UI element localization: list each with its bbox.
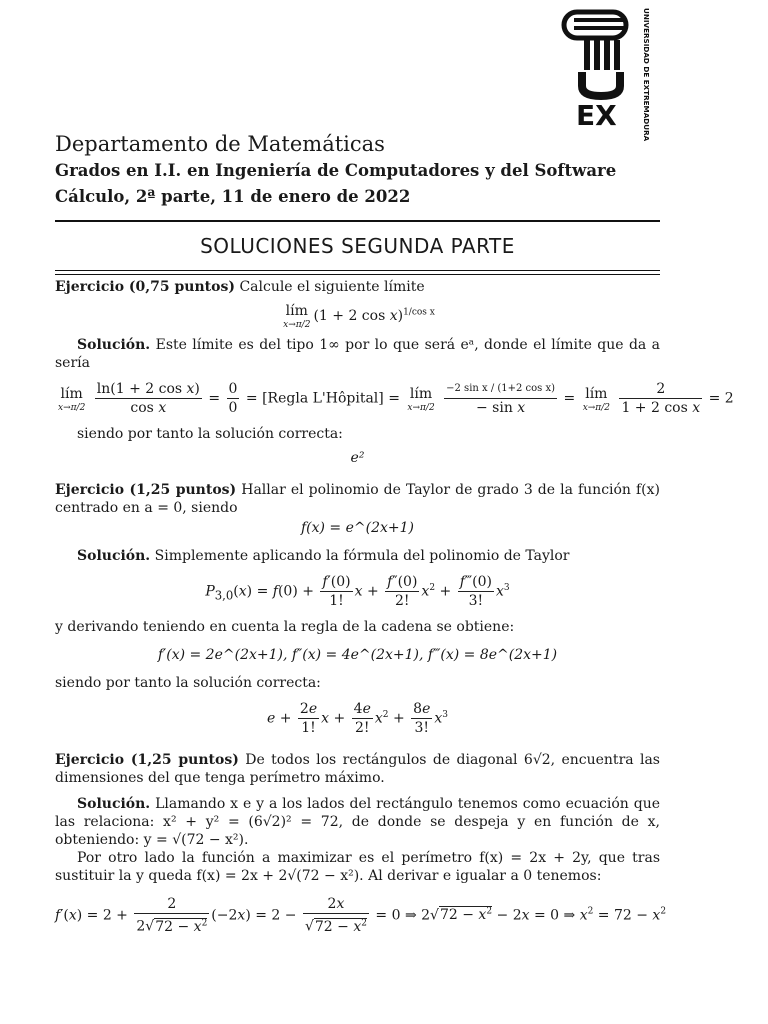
document-body [55, 278, 734, 946]
ex1-limit-expression: lím x→π/2 (1 + 2 cos x)$^{1/cos x}$ [283, 303, 435, 330]
university-logo [562, 6, 651, 142]
degree-line: Grados en I.I. en Ingeniería de Computadores y del Software [55, 161, 617, 180]
ex1-heading: Ejercicio (0,75 puntos) [55, 279, 235, 295]
ex2-statement: Ejercicio (1,25 puntos) Hallar el polinomio de Taylor de grado 3 de la función f(x) centrado en a = 0, siendo [55, 482, 661, 516]
course-date-line: Cálculo, 2ª parte, 11 de enero de 2022 [55, 187, 411, 206]
ex1-solution: Solución. Este límite es del tipo 1∞ por lo que será eᵃ, donde el límite que da a sería [55, 337, 661, 371]
ex3-statement: Ejercicio (1,25 puntos) De todos los rectángulos de diagonal 6√2, encuentra las dimensiones del que tenga perímetro máximo. [55, 752, 660, 786]
ex2-taylor-formula: $P_{3,0}(x) = f(0)$ + $\frac{f'(0)}{1!}$ x + $\frac{f''(0)}{2!}$ $x^2$ + $\frac{f‴(0)}{3!}$ $x^3$ [205, 574, 510, 609]
top-rule [55, 220, 660, 222]
logo-university-name: UNIVERSIDAD DE EXTREMADURA [642, 8, 651, 142]
ex3-solution: Solución. Llamando x e y a los lados del rectángulo tenemos como ecuación que las relaciona: x² + y² = (6√2)² = 72, de donde se despeja y en función de x, obteniendo: y = √(72 − x²). [55, 796, 660, 848]
ex3-derivative-equation: f′(x) = 2 + $\frac{2}{2√72 - x^2}$ (−2x) = 2 − $\frac{2x}{√72 - x^2}$ = 0 ⇒ $2√72 - x^2 - 2x = 0$ ⇒ $x^2 = 72 - x^2$ [55, 896, 667, 935]
ex1-hopital-equation: lím x→π/2 $\frac{\text{ln(1 + 2 cos x)}}{\text{cos x}}$ = $\frac{0}{0}$ = [Regla L'Hôpital] = lím x→π/2 −2 sin x / (1+2 cos x) − sin x = lím x→π/2 $\frac{2}{\text{1 + 2 cos x}}$ = 2 [58, 381, 734, 416]
ex2-function: f(x) = e^(2x+1) [300, 520, 414, 536]
ex2-heading: Ejercicio (1,25 puntos) [55, 482, 237, 498]
page-title: SOLUCIONES SEGUNDA PARTE [200, 234, 515, 258]
ex2-derivatives: f′(x) = 2e^(2x+1), f″(x) = 4e^(2x+1), f‴(x) = 8e^(2x+1) [157, 647, 558, 663]
ex3-heading: Ejercicio (1,25 puntos) [55, 752, 239, 768]
ex3-solution-cont: Por otro lado la función a maximizar es el perímetro f(x) = 2x + 2y, que tras sustituir la y queda f(x) = 2x + 2√(72 − x²). Al derivar e igualar a 0 tenemos: [55, 850, 660, 884]
header [55, 130, 715, 210]
ex2-chain-rule: y derivando teniendo en cuenta la regla de la cadena se obtiene: [55, 619, 515, 635]
title-rule-2 [55, 274, 660, 275]
ex2-conclusion: siendo por tanto la solución correcta: [55, 675, 321, 691]
ex1-answer: e² [350, 450, 365, 466]
logo-letters: EX [576, 99, 617, 132]
ex2-solution: Solución. Simplemente aplicando la fórmula del polinomio de Taylor [77, 548, 570, 564]
title-rule-1 [55, 270, 660, 271]
ex1-statement: Ejercicio (0,75 puntos) Calcule el siguiente límite [55, 279, 425, 295]
ex2-answer: e + $\frac{2e}{1!}$ x + $\frac{4e}{2!}$ $x^2$ + $\frac{8e}{3!}$ $x^3$ [266, 701, 449, 736]
department-title: Departamento de Matemáticas [55, 132, 385, 156]
ex1-conclusion: siendo por tanto la solución correcta: [77, 426, 343, 442]
